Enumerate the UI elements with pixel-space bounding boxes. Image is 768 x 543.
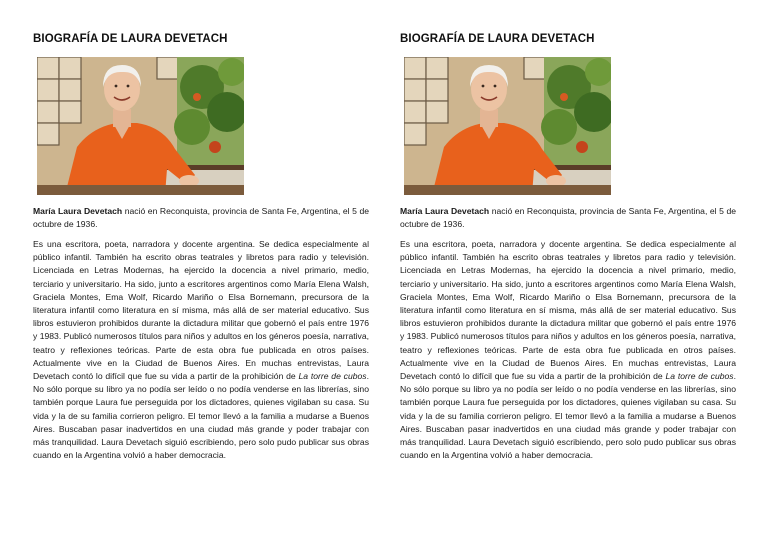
body-text-part1: Es una escritora, poeta, narradora y docente argentina. Se dedica especialmente al público infantil. También ha escrito obras teatrales y libretos para radio y televisión. Licenciada en Letras Modernas, ha ejercido la docencia a nivel primario, medio, terciario y universitario. Ha sido, junto a escritores argentinos como María Elena Walsh, Graciela Montes, Ema Wolf, Ricardo Mariño o Elsa Bornemann, precursora de la literatura infantil como literatura en sí misma, más allá de ser material educativo. Sus libros estuvieron prohibidos durante la dictadura militar que gobernó el país entre 1976 y 1983. Publicó numerosos títulos para niños y adultos en los géneros poesía, narrativa, teatro y reflexiones teóricas. Parte de esta obra fue publicada en otros países. Actualmente vive en la Ciudad de Buenos Aires. En muchas entrevistas, Laura Devetach contó lo difícil que fue su vida a partir de la prohibición de [400, 239, 736, 382]
intro-paragraph [33, 205, 369, 231]
author-photo [37, 57, 244, 195]
intro-text: nació en Reconquista, provincia de Santa Fe, Argentina, el 5 de octubre de 1936. [400, 206, 736, 230]
body-text-part2: . No sólo porque su libro ya no podía ser leído o no podía venderse en las librerías, sino también porque Laura fue perseguida por los dictadores, quienes vigilaban su casa. Su vida y la de su familia corrieron peligro. El temor llevó a la familia a mudarse a Buenos Aires. Buscaban pasar inadvertidos en una ciudad más grande y poder trabajar con más tranquilidad. Laura Devetach siguió escribiendo, pero solo pudo publicar sus obras cuando en la Argentina volvió a haber democracia. [33, 371, 369, 461]
intro-paragraph [400, 205, 736, 231]
author-photo [404, 57, 611, 195]
body-paragraph [33, 238, 369, 462]
author-name: María Laura Devetach [400, 206, 490, 216]
page-title: BIOGRAFÍA DE LAURA DEVETACH [400, 33, 595, 45]
intro-text: nació en Reconquista, provincia de Santa Fe, Argentina, el 5 de octubre de 1936. [33, 206, 369, 230]
body-text-part2: . No sólo porque su libro ya no podía ser leído o no podía venderse en las librerías, sino también porque Laura fue perseguida por los dictadores, quienes vigilaban su casa. Su vida y la de su familia corrieron peligro. El temor llevó a la familia a mudarse a Buenos Aires. Buscaban pasar inadvertidos en una ciudad más grande y poder trabajar con más tranquilidad. Laura Devetach siguió escribiendo, pero solo pudo publicar sus obras cuando en la Argentina volvió a haber democracia. [400, 371, 736, 461]
body-paragraph [400, 238, 736, 462]
book-title: La torre de cubos [665, 371, 734, 382]
body-text-part1: Es una escritora, poeta, narradora y docente argentina. Se dedica especialmente al público infantil. También ha escrito obras teatrales y libretos para radio y televisión. Licenciada en Letras Modernas, ha ejercido la docencia a nivel primario, medio, terciario y universitario. Ha sido, junto a escritores argentinos como María Elena Walsh, Graciela Montes, Ema Wolf, Ricardo Mariño o Elsa Bornemann, precursora de la literatura infantil como literatura en sí misma, más allá de ser material educativo. Sus libros estuvieron prohibidos durante la dictadura militar que gobernó el país entre 1976 y 1983. Publicó numerosos títulos para niños y adultos en los géneros poesía, narrativa, teatro y reflexiones teóricas. Parte de esta obra fue publicada en otros países. Actualmente vive en la Ciudad de Buenos Aires. En muchas entrevistas, Laura Devetach contó lo difícil que fue su vida a partir de la prohibición de [33, 239, 369, 382]
page-title: BIOGRAFÍA DE LAURA DEVETACH [33, 33, 228, 45]
author-name: María Laura Devetach [33, 206, 123, 216]
book-title: La torre de cubos [298, 371, 367, 382]
